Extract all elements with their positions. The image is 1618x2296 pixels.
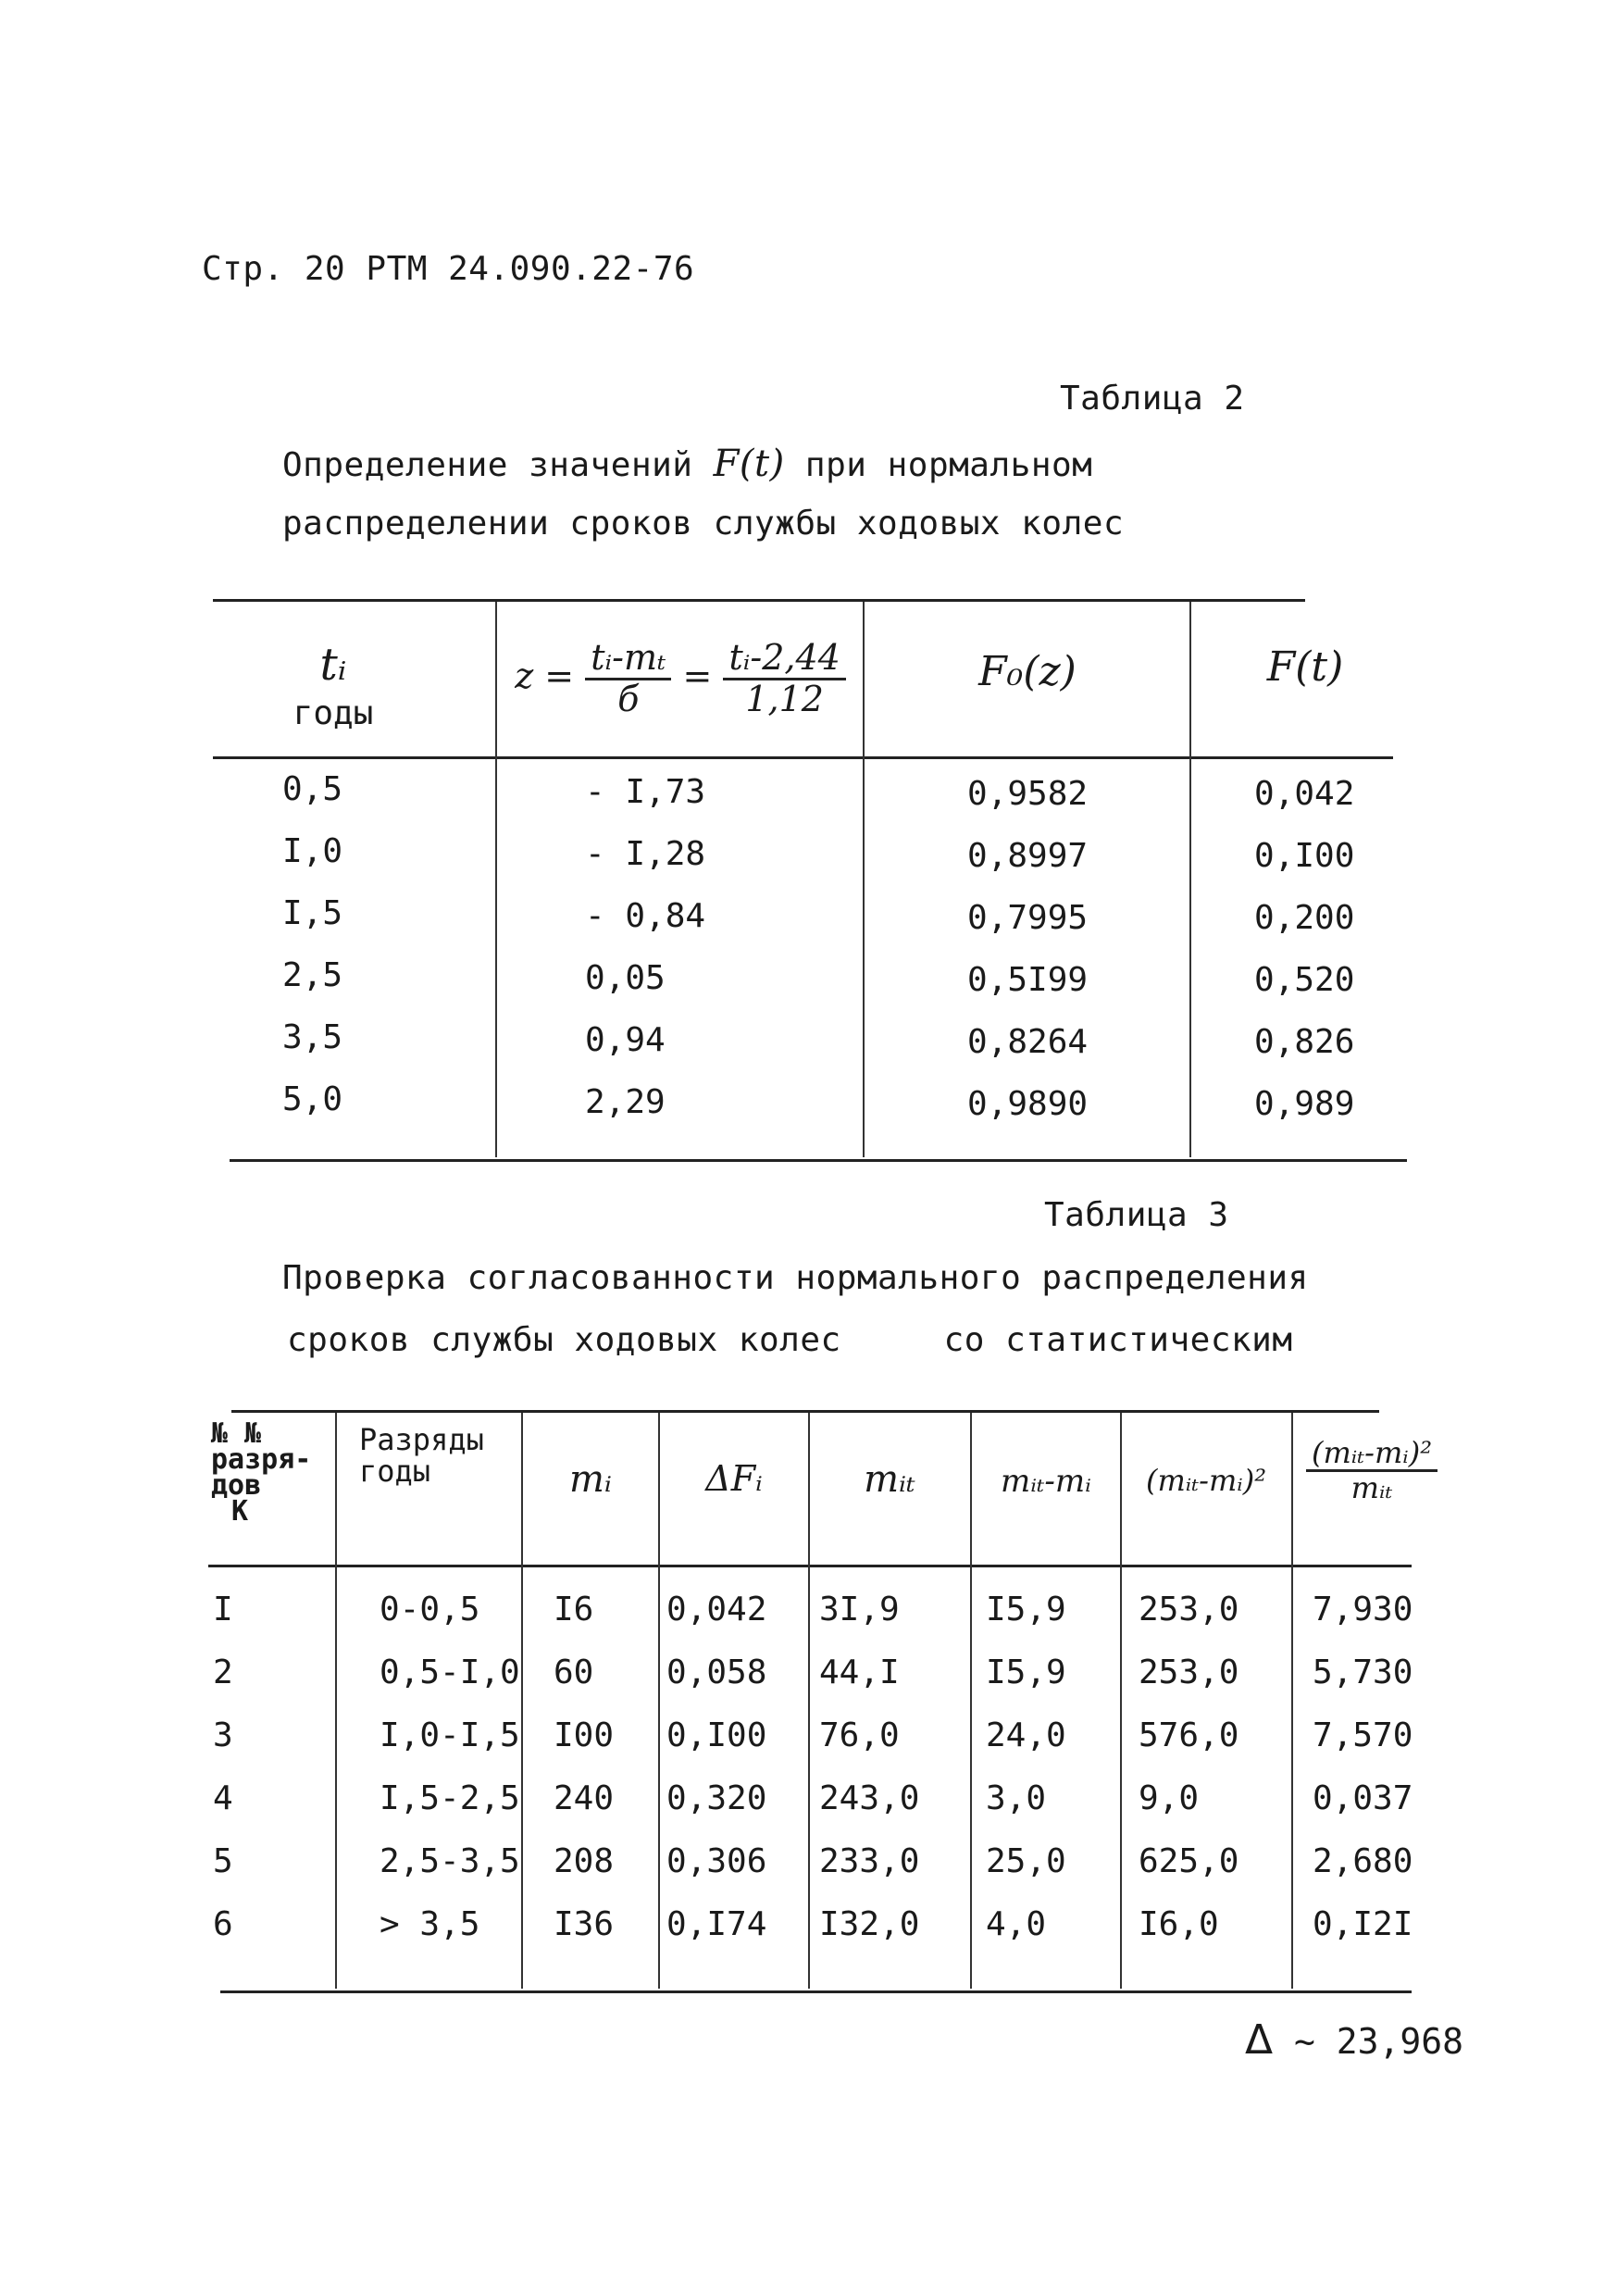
t-cell: I,0 — [282, 832, 343, 870]
header-k-line3: дов — [211, 1469, 262, 1502]
table3-header-range — [359, 1424, 484, 1487]
table3-vrule-3 — [658, 1413, 660, 1989]
ft-cell: 0,200 — [1254, 899, 1355, 937]
ratio-cell: 7,930 — [1313, 1591, 1413, 1628]
z-frac2-den: 1,12 — [745, 678, 824, 719]
f0-cell: 0,9582 — [967, 775, 1089, 813]
delta-symbol: Δ — [1245, 2016, 1274, 2064]
table3-vrule-7 — [1291, 1413, 1293, 1989]
m-cell: 240 — [554, 1779, 615, 1817]
sq-cell: 253,0 — [1139, 1591, 1239, 1628]
df-cell: 0,306 — [666, 1842, 767, 1880]
table2-title-line2: распределении сроков службы ходовых колес — [282, 505, 1125, 543]
k-cell: 6 — [213, 1905, 233, 1943]
table3-vrule-6 — [1120, 1413, 1122, 1989]
k-cell: I — [213, 1591, 233, 1628]
z-frac1-den: б — [617, 678, 640, 719]
ft-cell: 0,042 — [1254, 775, 1355, 813]
diff-cell: 25,0 — [986, 1842, 1066, 1880]
ft-cell: 0,826 — [1254, 1023, 1355, 1061]
ft-cell: 0,I00 — [1254, 837, 1355, 875]
table2-label: Таблица 2 — [1060, 380, 1245, 418]
table2-title-text-a: Определение значений — [282, 446, 693, 484]
table2-title-line1 — [282, 443, 1092, 485]
z-cell: 2,29 — [585, 1083, 666, 1121]
ratio-fraction — [1306, 1437, 1438, 1504]
z-fraction-1 — [585, 639, 671, 719]
m-cell: 60 — [554, 1653, 594, 1691]
mt-cell: 243,0 — [819, 1779, 920, 1817]
header-k-line2: разря- — [211, 1443, 312, 1476]
z-cell: 0,94 — [585, 1021, 666, 1059]
diff-cell: I5,9 — [986, 1653, 1066, 1691]
table2-title-formula: F(t) — [713, 443, 785, 485]
table2-vrule-1 — [495, 602, 497, 1157]
table2-header-z-formula — [500, 639, 861, 719]
table3-header-diff: mᵢₜ-mᵢ — [1000, 1463, 1092, 1500]
table2-title-text-b: при нормальном — [804, 446, 1093, 484]
ratio-cell: 0,I2I — [1313, 1905, 1413, 1943]
table2-header-rule — [213, 756, 1393, 759]
total-value: ~ 23,968 — [1294, 2021, 1464, 2062]
table3-header-ratio — [1294, 1437, 1450, 1504]
z-fraction-2 — [723, 639, 845, 719]
table2-vrule-3 — [1189, 602, 1191, 1157]
t-cell: 5,0 — [282, 1080, 343, 1118]
table2-header-f0z: F₀(z) — [978, 648, 1077, 695]
range-cell: > 3,5 — [380, 1905, 480, 1943]
mt-cell: 3I,9 — [819, 1591, 900, 1628]
table2-header-t-symbol: tᵢ — [319, 639, 347, 691]
ratio-den: mᵢₜ — [1350, 1470, 1393, 1506]
df-cell: 0,042 — [666, 1591, 767, 1628]
t-cell: I,5 — [282, 894, 343, 932]
diff-cell: 3,0 — [986, 1779, 1047, 1817]
m-cell: I00 — [554, 1716, 615, 1754]
header-k-line1: № № — [211, 1417, 262, 1450]
table3-vrule-1 — [335, 1413, 337, 1989]
ratio-cell: 7,570 — [1313, 1716, 1413, 1754]
z-cell: - I,28 — [585, 835, 706, 873]
range-cell: 0-0,5 — [380, 1591, 480, 1628]
table3-header-mi: mᵢ — [569, 1458, 612, 1501]
header-k-line4: К — [231, 1495, 249, 1528]
df-cell: 0,I74 — [666, 1905, 767, 1943]
ratio-num: (mᵢₜ-mᵢ)² — [1306, 1437, 1438, 1472]
table3-vrule-2 — [521, 1413, 523, 1989]
df-cell: 0,I00 — [666, 1716, 767, 1754]
z-equals: = — [682, 655, 713, 696]
diff-cell: I5,9 — [986, 1591, 1066, 1628]
range-cell: 2,5-3,5 — [380, 1842, 520, 1880]
df-cell: 0,058 — [666, 1653, 767, 1691]
k-cell: 4 — [213, 1779, 233, 1817]
m-cell: 208 — [554, 1842, 615, 1880]
table2-header-ft: F(t) — [1266, 643, 1344, 691]
f0-cell: 0,8997 — [967, 837, 1089, 875]
k-cell: 3 — [213, 1716, 233, 1754]
header-range-line2: годы — [359, 1454, 431, 1489]
k-cell: 2 — [213, 1653, 233, 1691]
table3-header-mit: mᵢₜ — [864, 1458, 915, 1501]
diff-cell: 4,0 — [986, 1905, 1047, 1943]
z-symbol: z = — [515, 655, 575, 696]
table3-header-sq: (mᵢₜ-mᵢ)² — [1145, 1463, 1267, 1498]
f0-cell: 0,9890 — [967, 1085, 1089, 1123]
k-cell: 5 — [213, 1842, 233, 1880]
df-cell: 0,320 — [666, 1779, 767, 1817]
table3-title-line1: Проверка согласованности нормального распределения — [282, 1259, 1309, 1297]
ft-cell: 0,520 — [1254, 961, 1355, 999]
z-cell: 0,05 — [585, 959, 666, 997]
z-frac2-num: tᵢ-2,44 — [723, 639, 845, 680]
z-frac1-num: tᵢ-mₜ — [585, 639, 671, 680]
range-cell: I,5-2,5 — [380, 1779, 520, 1817]
table3-bottom-rule — [220, 1990, 1412, 1993]
sq-cell: 253,0 — [1139, 1653, 1239, 1691]
f0-cell: 0,7995 — [967, 899, 1089, 937]
z-cell: - I,73 — [585, 773, 706, 811]
table2-bottom-rule — [230, 1159, 1407, 1162]
t-cell: 0,5 — [282, 770, 343, 808]
table3-header-dfi: ΔFᵢ — [705, 1458, 763, 1499]
table3-header-k — [211, 1417, 312, 1528]
t-cell: 2,5 — [282, 956, 343, 994]
page-header: Стр. 20 РТМ 24.090.22-76 — [202, 250, 695, 288]
range-cell: I,0-I,5 — [380, 1716, 520, 1754]
f0-cell: 0,8264 — [967, 1023, 1089, 1061]
table2-vrule-2 — [863, 602, 865, 1157]
m-cell: I6 — [554, 1591, 594, 1628]
mt-cell: 76,0 — [819, 1716, 900, 1754]
ft-cell: 0,989 — [1254, 1085, 1355, 1123]
table3-label: Таблица 3 — [1044, 1196, 1229, 1234]
ratio-cell: 5,730 — [1313, 1653, 1413, 1691]
diff-cell: 24,0 — [986, 1716, 1066, 1754]
table3-total — [1245, 2016, 1463, 2064]
sq-cell: I6,0 — [1139, 1905, 1219, 1943]
mt-cell: 233,0 — [819, 1842, 920, 1880]
f0-cell: 0,5I99 — [967, 961, 1089, 999]
m-cell: I36 — [554, 1905, 615, 1943]
sq-cell: 9,0 — [1139, 1779, 1200, 1817]
range-cell: 0,5-I,0 — [380, 1653, 520, 1691]
mt-cell: I32,0 — [819, 1905, 920, 1943]
table2-top-rule — [213, 599, 1305, 602]
sq-cell: 625,0 — [1139, 1842, 1239, 1880]
table3-title-line2: сроков службы ходовых колес со статистическим — [287, 1321, 1293, 1359]
ratio-cell: 2,680 — [1313, 1842, 1413, 1880]
table3-vrule-4 — [808, 1413, 810, 1989]
table3-header-rule — [208, 1565, 1412, 1567]
z-cell: - 0,84 — [585, 897, 706, 935]
header-range-line1: Разряды — [359, 1422, 484, 1457]
sq-cell: 576,0 — [1139, 1716, 1239, 1754]
table3-top-rule — [231, 1410, 1379, 1413]
ratio-cell: 0,037 — [1313, 1779, 1413, 1817]
t-cell: 3,5 — [282, 1018, 343, 1056]
mt-cell: 44,I — [819, 1653, 900, 1691]
table2-header-t-unit: годы — [292, 694, 374, 732]
